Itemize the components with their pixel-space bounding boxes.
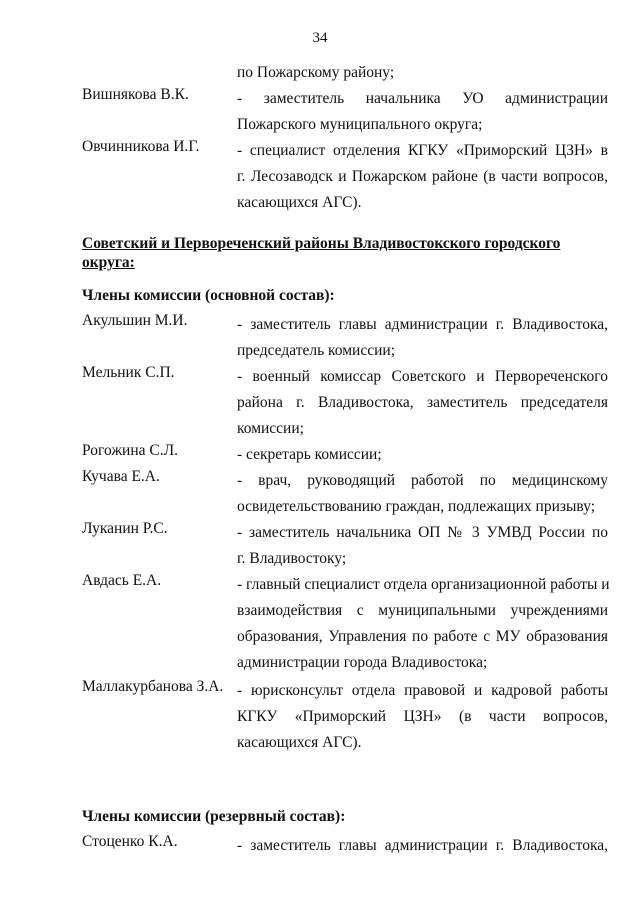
member-name: Мельник С.П. [82, 364, 175, 381]
member-description [237, 572, 608, 676]
member-description [237, 468, 608, 520]
desc-line: касающихся АГС). [237, 194, 362, 211]
member-name: Кучава Е.А. [82, 468, 160, 485]
desc-line: - секретарь комиссии; [237, 446, 382, 463]
desc-line: комиссии; [237, 420, 304, 437]
member-description [237, 364, 608, 442]
section-title-line: Советский и Первореченский районы Владивостокского городского [82, 235, 561, 252]
desc-line: - военный комиссар Советского и Первореченского [237, 368, 608, 385]
member-name: Овчинникова И.Г. [82, 138, 200, 155]
desc-line: КГКУ «Приморский ЦЗН» (в части вопросов, [237, 708, 608, 725]
member-name: Луканин Р.С. [82, 520, 168, 537]
desc-line: - специалист отделения КГКУ «Приморский ЦЗН» в [237, 142, 608, 159]
desc-line: образования, Управления по работе с МУ образования [237, 628, 608, 645]
desc-line: Пожарского муниципального округа; [237, 116, 483, 133]
page-number: 34 [312, 30, 328, 46]
desc-line: освидетельствованию граждан, подлежащих призыву; [237, 498, 596, 515]
reserve-members-heading: Члены комиссии (резервный состав): [82, 808, 346, 825]
desc-line: по Пожарскому району; [237, 64, 395, 81]
desc-line: касающихся АГС). [237, 734, 362, 751]
continuation-text [237, 60, 608, 86]
desc-line: - юрисконсульт отдела правовой и кадровой работы [237, 682, 608, 699]
member-name: Стоценко К.А. [82, 833, 178, 850]
member-description [237, 833, 608, 859]
desc-line: г. Владивостоку; [237, 550, 347, 567]
desc-line: г. Лесозаводск и Пожарском районе (в части вопросов, [237, 168, 608, 185]
desc-line: администрации города Владивостока; [237, 654, 488, 671]
desc-line: - врач, руководящий работой по медицинскому [237, 472, 608, 489]
member-description [237, 442, 608, 468]
member-description [237, 138, 608, 216]
desc-line: - заместитель начальника ОП № 3 УМВД России по [237, 524, 608, 541]
desc-line: взаимодействия с муниципальными учреждениями [237, 602, 608, 619]
desc-line: района г. Владивостока, заместитель председателя [237, 394, 608, 411]
desc-line: - заместитель начальника УО администрации [237, 90, 608, 107]
member-name: Вишнякова В.К. [82, 86, 189, 103]
desc-line: - заместитель главы администрации г. Владивостока, [237, 316, 608, 333]
member-description [237, 520, 608, 572]
member-description [237, 312, 608, 364]
main-members-heading: Члены комиссии (основной состав): [82, 287, 335, 304]
desc-line: председатель комиссии; [237, 342, 396, 359]
section-title [82, 234, 608, 272]
desc-line: - заместитель главы администрации г. Владивостока, [237, 837, 608, 854]
member-name: Рогожина С.Л. [82, 442, 178, 459]
member-name: Авдась Е.А. [82, 572, 162, 589]
member-description [237, 86, 608, 138]
section-title-line: округа: [82, 254, 135, 271]
desc-line: - главный специалист отдела организационной работы и [237, 576, 610, 593]
member-name: Акульшин М.И. [82, 312, 188, 329]
member-description [237, 678, 608, 756]
member-name: Маллакурбанова З.А. [82, 678, 224, 695]
